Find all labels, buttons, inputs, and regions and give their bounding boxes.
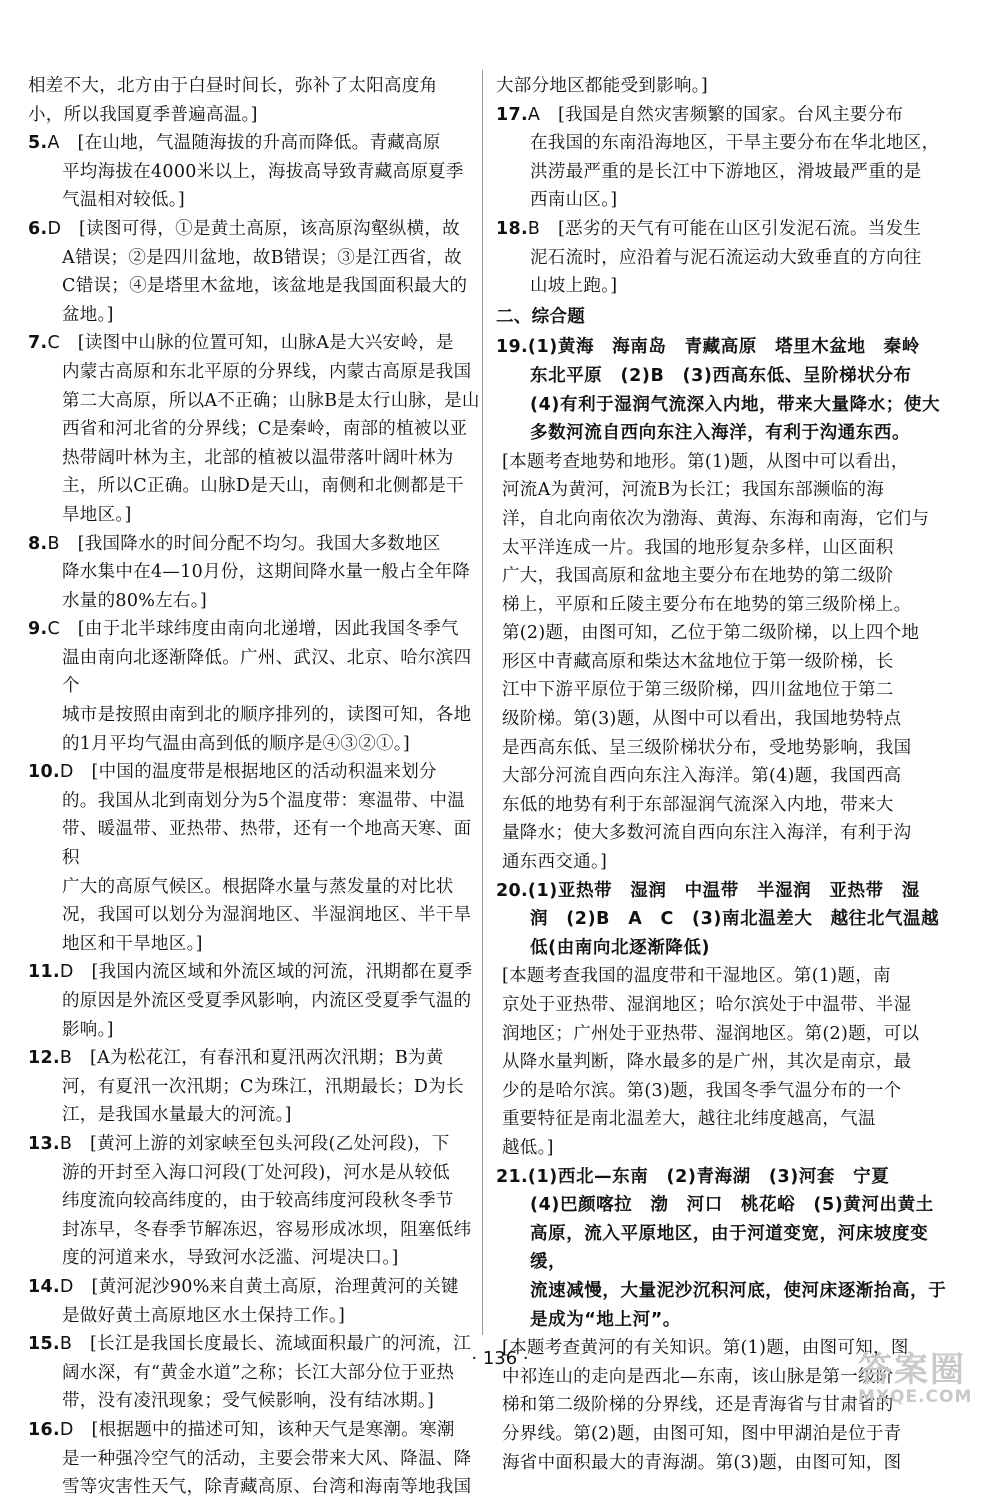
answer-line (496, 272, 956, 301)
answer-line (28, 644, 488, 701)
answer-line (28, 587, 488, 616)
answer-line (28, 501, 488, 530)
answer-choice: A (47, 133, 60, 154)
explanation-text: 影响。] (62, 1019, 114, 1040)
explanation-text: [中国的温度带是根据地区的活动积温来划分 (91, 762, 437, 783)
answer-choice: D (47, 218, 62, 239)
answer-line (28, 472, 488, 501)
explanation-text: 小，所以我国夏季普遍高温。] (28, 104, 258, 125)
explanation-text: 河，有夏汛一次汛期；C为珠江，汛期最长；D为长 (62, 1076, 464, 1097)
explanation-text: 封冻早，冬春季节解冻迟，容易形成冰坝，阻塞低纬 (62, 1219, 472, 1240)
explanation-text: 盆地。] (62, 304, 114, 325)
answer-choice: D (59, 962, 74, 983)
answer-text: 高原，流入平原地区，由于河道变宽，河床坡度变缓， (530, 1223, 929, 1273)
note-line: 梯上，平原和丘陵主要分布在地势的第三级阶梯上。 (502, 594, 912, 615)
answer-choice: B (59, 1048, 73, 1069)
explanation-text: [读图中山脉的位置可知，山脉A是大兴安岭，是 (77, 333, 454, 354)
answer-line (28, 1044, 488, 1073)
explanation-text: 的原因是外流区受夏季风影响，内流区受夏季气温的 (62, 991, 472, 1011)
answer-line (28, 1445, 488, 1474)
answer-choice: B (59, 1334, 73, 1355)
answer-line (28, 1159, 488, 1188)
question-number: 16. (28, 1419, 60, 1440)
right-top-items (496, 72, 956, 301)
answer-choice: D (59, 1276, 74, 1297)
question-number: 19. (496, 337, 528, 358)
answer-line (496, 129, 956, 158)
answer-line (28, 758, 488, 787)
question-number: 18. (496, 218, 528, 239)
answer-line (28, 186, 488, 215)
note-line: 越低。] (502, 1137, 554, 1158)
answer-choice: C (47, 333, 60, 354)
explanation-text: [读图可得，①是黄土高原，该高原沟壑纵横，故 (79, 218, 460, 239)
explanation-text: 带、暖温带、亚热带、热带，还有一个地高天寒、面积 (62, 819, 472, 869)
explanation-text: 阔水深，有“黄金水道”之称；长江大部分位于亚热 (62, 1362, 455, 1383)
answer-line (28, 873, 488, 902)
answer-line (28, 1473, 488, 1502)
explanation-text: [我国内流区域和外流区域的河流，汛期都在夏季 (91, 962, 473, 983)
question-number: 7. (28, 333, 48, 354)
answer-line (496, 72, 956, 101)
answer-line (496, 1277, 956, 1306)
note-line: 江中下游平原位于第三级阶梯，四川盆地位于第二 (502, 680, 894, 701)
answer-line (496, 215, 956, 244)
answer-line (28, 415, 488, 444)
answer-line (28, 701, 488, 730)
answer-line (28, 558, 488, 587)
answer-choice: B (59, 1133, 73, 1154)
explanation-text: 江，是我国水量最大的河流。] (62, 1105, 292, 1126)
explanation-text: [黄河泥沙90%来自黄土高原，治理黄河的关键 (91, 1276, 459, 1297)
answer-line (28, 1273, 488, 1302)
answer-item (28, 1273, 488, 1330)
watermark-top: 答案圈 (858, 1350, 966, 1390)
answer-line (28, 615, 488, 644)
answer-text: 流速减慢，大量泥沙沉积河底，使河床逐渐抬高，于 (530, 1280, 947, 1301)
note-line: 从降水量判断，降水最多的是广州，其次是南京，最 (502, 1052, 912, 1073)
answer-item (28, 72, 488, 129)
explanation-text: 在我国的东南沿海地区，干旱主要分布在华北地区， (530, 133, 940, 154)
explanation-text: 况，我国可以划分为湿润地区、半湿润地区、半干旱 (62, 905, 472, 926)
explanation-text: 洪涝最严重的是长江中下游地区，滑坡最严重的是 (530, 161, 922, 182)
answer-item (28, 329, 488, 529)
question-number: 5. (28, 133, 48, 154)
explanation-text: 纬度流向较高纬度的，由于较高纬度河段秋冬季节 (62, 1191, 454, 1212)
answer-text: 润 (2)B A C (3)南北温差大 越往北气温越 (530, 909, 940, 930)
answer-text: 多数河流自西向东注入海洋，有利于沟通东西。 (530, 423, 911, 444)
answer-line (28, 815, 488, 872)
note-line: [本题考查黄河的有关知识。第(1)题，由图可知，图 (502, 1338, 909, 1359)
answer-line (28, 787, 488, 816)
explanation-text: 山坡上跑。] (530, 276, 618, 297)
answer-line (496, 158, 956, 187)
explanation-text: 西南山区。] (530, 190, 618, 211)
question-number: 12. (28, 1048, 60, 1069)
explanation-text: 大部分地区都能受到影响。] (496, 76, 708, 96)
note-line: 大部分河流自西向东注入海洋。第(4)题，我国西高 (502, 766, 902, 787)
note-line: 第(2)题，由图可知，乙位于第二级阶梯，以上四个地 (502, 623, 920, 644)
answer-item (28, 1330, 488, 1416)
answer-line (28, 129, 488, 158)
answer-line (28, 272, 488, 301)
answer-text: (4)有利于湿润气流深入内地，带来大量降水；使大 (530, 394, 941, 415)
note-line: 润地区；广州处于亚热带、湿润地区。第(2)题，可以 (502, 1023, 920, 1044)
answer-line (28, 72, 488, 101)
note-line: 通东西交通。] (502, 852, 608, 873)
answer-choice: B (527, 218, 541, 239)
answer-line (496, 244, 956, 273)
question-number: 10. (28, 762, 60, 783)
explanation-text: 热带阔叶林为主，北部的植被以温带落叶阔叶林为 (62, 447, 454, 468)
answer-line (28, 1416, 488, 1445)
answer-item (28, 1416, 488, 1502)
answer-line (28, 301, 488, 330)
comprehensive-item (496, 1163, 956, 1478)
explanation-text: [A为松花江，有春汛和夏汛两次汛期；B为黄 (90, 1048, 444, 1069)
answer-item (28, 530, 488, 616)
answer-line (28, 930, 488, 959)
note-line: 重要特征是南北温差大，越往北纬度越高，气温 (502, 1109, 876, 1130)
answer-line (28, 1101, 488, 1130)
answer-line (28, 387, 488, 416)
explanation-text: 是一种强冷空气的活动，主要会带来大风、降温、降 (62, 1448, 472, 1469)
note-line: 海省中面积最大的青海湖。第(3)题，由图可知，图 (502, 1452, 902, 1473)
answer-item (28, 1130, 488, 1273)
answer-line (496, 362, 956, 391)
answer-line (28, 215, 488, 244)
answer-line (28, 444, 488, 473)
explanation-text: 内蒙古高原和东北平原的分界线，内蒙古高原是我国 (62, 361, 472, 382)
answer-line (28, 1302, 488, 1331)
question-number: 8. (28, 533, 48, 554)
answer-item (496, 101, 956, 215)
answer-line (28, 1216, 488, 1245)
note-line: 河流A为黄河，河流B为长江；我国东部濒临的海 (502, 480, 885, 501)
note-line: 梯和第二级阶梯的分界线，还是青海省与甘肃省的 (502, 1395, 894, 1416)
explanation-text: 第二大高原，所以A不正确；山脉B是太行山脉，是山 (62, 390, 480, 411)
answer-line (28, 1016, 488, 1045)
explanation-text: 地区和干旱地区。] (62, 933, 203, 954)
note-line: 是西高东低、呈三级阶梯状分布，受地势影响，我国 (502, 737, 912, 758)
comprehensive-item (496, 877, 956, 1163)
answer-line (496, 419, 956, 448)
answer-line (28, 329, 488, 358)
note-line: 级阶梯。第(3)题，从图中可以看出，我国地势特点 (502, 709, 902, 730)
answer-choice: D (59, 1419, 74, 1440)
answer-line (28, 101, 488, 130)
answer-line (28, 901, 488, 930)
note-line: 形区中青藏高原和柴达木盆地位于第一级阶梯，长 (502, 651, 894, 672)
answer-text: 东北平原 (2)B (3)西高东低、呈阶梯状分布 (530, 365, 912, 386)
answer-item (28, 1044, 488, 1130)
explanation-text: 平均海拔在4000米以上，海拔高导致青藏高原夏季 (62, 161, 464, 182)
answer-line (28, 244, 488, 273)
answer-line (28, 1244, 488, 1273)
answer-line (496, 1220, 956, 1277)
answer-line (28, 1073, 488, 1102)
answer-choice: C (47, 619, 60, 640)
note-line: [本题考查我国的温度带和干湿地区。第(1)题，南 (502, 966, 891, 987)
section-title: 二、综合题 (496, 306, 585, 327)
note-line: 太平洋连成一片。我国的地形复杂多样，山区面积 (502, 537, 894, 558)
answer-line (496, 391, 956, 420)
answer-line (496, 934, 956, 963)
answer-choice: D (59, 762, 74, 783)
explanation-text: 是做好黄土高原地区水土保持工作。] (62, 1305, 346, 1326)
explanation-text: 游的开封至入海口河段(丁处河段)，河水是从较低 (62, 1162, 451, 1183)
explanation-text: 的1月平均气温由高到低的顺序是④③②①。] (62, 733, 411, 754)
answer-choice: B (47, 533, 60, 554)
question-number: 11. (28, 962, 60, 983)
answer-line (496, 1191, 956, 1220)
watermark-logo (858, 1352, 996, 1408)
explanation-text: [黄河上游的刘家峡至包头河段(乙处河段)，下 (90, 1133, 450, 1154)
page-number: · 136 · (471, 1348, 529, 1369)
explanation-text: 主，所以C正确。山脉D是天山，南侧和北侧都是干 (62, 476, 464, 497)
explanation-text: 度的河道来水，导致河水泛滥、河堤决口。] (62, 1248, 399, 1269)
note-line: 广大，我国高原和盆地主要分布在地势的第二级阶 (502, 566, 894, 587)
explanation-text: [恶劣的天气有可能在山区引发泥石流。当发生 (558, 218, 922, 239)
comprehensive-item (496, 333, 956, 876)
explanation-text: 降水集中在4—10月份，这期间降水量一般占全年降 (62, 562, 471, 583)
answer-item (28, 129, 488, 215)
answer-line (496, 905, 956, 934)
explanation-text: 旱地区。] (62, 504, 132, 525)
right-column (496, 72, 956, 1477)
answer-line (496, 877, 956, 906)
answer-text: 是成为“地上河”。 (530, 1309, 681, 1330)
answer-line (28, 530, 488, 559)
answer-item (28, 215, 488, 329)
answer-text: (1)黄海 海南岛 青藏高原 塔里木盆地 秦岭 (527, 337, 920, 358)
explanation-text: 温由南向北逐渐降低。广州、武汉、北京、哈尔滨四个 (62, 647, 472, 697)
explanation-text: 雪等灾害性天气，除青藏高原、台湾和海南等地我国 (62, 1477, 472, 1498)
note-line: 洋，自北向南依次为渤海、黄海、东海和南海，它们与 (502, 508, 930, 529)
answer-line (496, 101, 956, 130)
answer-item (28, 615, 488, 758)
note-line: 少的是哈尔滨。第(3)题，我国冬季气温分布的一个 (502, 1080, 902, 1101)
note-line: 分界线。第(2)题，由图可知，图中甲湖泊是位于青 (502, 1423, 902, 1444)
answer-line (28, 958, 488, 987)
explanation-text: 泥石流时，应沿着与泥石流运动大致垂直的方向往 (530, 247, 922, 268)
explanation-text: 城市是按照由南到北的顺序排列的，读图可知，各地 (62, 705, 472, 726)
answer-text: (1)西北—东南 (2)青海湖 (3)河套 宁夏 (527, 1166, 890, 1187)
explanation-text: 带，没有凌汛现象；受气候影响，没有结冰期。] (62, 1391, 435, 1412)
answer-line (28, 1187, 488, 1216)
question-number: 14. (28, 1276, 60, 1297)
answer-text: (1)亚热带 湿润 中温带 半湿润 亚热带 湿 (527, 880, 920, 901)
explanation-text: 气温相对较低。] (62, 190, 185, 211)
column-divider (482, 70, 483, 1335)
question-number: 15. (28, 1334, 60, 1355)
answer-line (28, 1130, 488, 1159)
note-line: 量降水；使大多数河流自西向东注入海洋，有利于沟 (502, 823, 912, 844)
watermark-bottom: MXQE.COM (858, 1387, 973, 1407)
answer-item (496, 72, 956, 101)
explanation-text: [我国是自然灾害频繁的国家。台风主要分布 (558, 104, 904, 125)
question-number: 6. (28, 218, 48, 239)
note-line: 中祁连山的走向是西北—东南，该山脉是第一级阶 (502, 1366, 894, 1387)
explanation-text: 水量的80%左右。] (62, 590, 207, 611)
answer-text: (4)巴颜喀拉 渤 河口 桃花峪 (5)黄河出黄土 (530, 1195, 934, 1216)
question-number: 20. (496, 880, 528, 901)
note-line: 京处于亚热带、湿润地区；哈尔滨处于中温带、半湿 (502, 995, 912, 1015)
explanation-text: 相差不大，北方由于白昼时间长，弥补了太阳高度角 (28, 76, 438, 96)
answer-line (496, 333, 956, 362)
explanation-text: A错误；②是四川盆地，故B错误；③是江西省，故 (62, 247, 462, 268)
question-number: 13. (28, 1133, 60, 1154)
question-number: 17. (496, 104, 528, 125)
answer-text: 低(由南向北逐渐降低) (530, 937, 711, 958)
explanation-text: [在山地，气温随海拔的升高而降低。青藏高原 (77, 133, 441, 154)
answer-line (496, 1306, 956, 1335)
answer-line (28, 358, 488, 387)
explanation-text: 西省和河北省的分界线；C是秦岭，南部的植被以亚 (62, 419, 468, 440)
answer-line (496, 1163, 956, 1192)
explanation-text: C错误；④是塔里木盆地，该盆地是我国面积最大的 (62, 276, 468, 297)
answer-line (28, 987, 488, 1016)
answer-line (28, 730, 488, 759)
question-number: 9. (28, 619, 48, 640)
note-line: [本题考查地势和地形。第(1)题，从图中可以看出， (502, 451, 909, 472)
answer-item (28, 958, 488, 1044)
explanation-text: [由于北半球纬度由南向北递增，因此我国冬季气 (77, 619, 459, 640)
explanation-text: [长江是我国长度最长、流域面积最广的河流，江 (90, 1334, 471, 1355)
explanation-text: 广大的高原气候区。根据降水量与蒸发量的对比状 (62, 876, 454, 897)
answer-line (28, 158, 488, 187)
left-column (28, 72, 488, 1502)
note-line: 东低的地势有利于东部湿润气流深入内地，带来大 (502, 794, 894, 815)
answer-line (496, 186, 956, 215)
explanation-text: [根据题中的描述可知，该种天气是寒潮。寒潮 (91, 1419, 455, 1440)
right-bottom-items (496, 333, 956, 1477)
explanation-text: [我国降水的时间分配不均匀。我国大多数地区 (77, 533, 441, 554)
question-number: 21. (496, 1166, 528, 1187)
answer-item (28, 758, 488, 958)
explanation-text: 的。我国从北到南划分为5个温度带：寒温带、中温 (62, 790, 466, 811)
answer-item (496, 215, 956, 301)
answer-choice: A (527, 104, 541, 125)
